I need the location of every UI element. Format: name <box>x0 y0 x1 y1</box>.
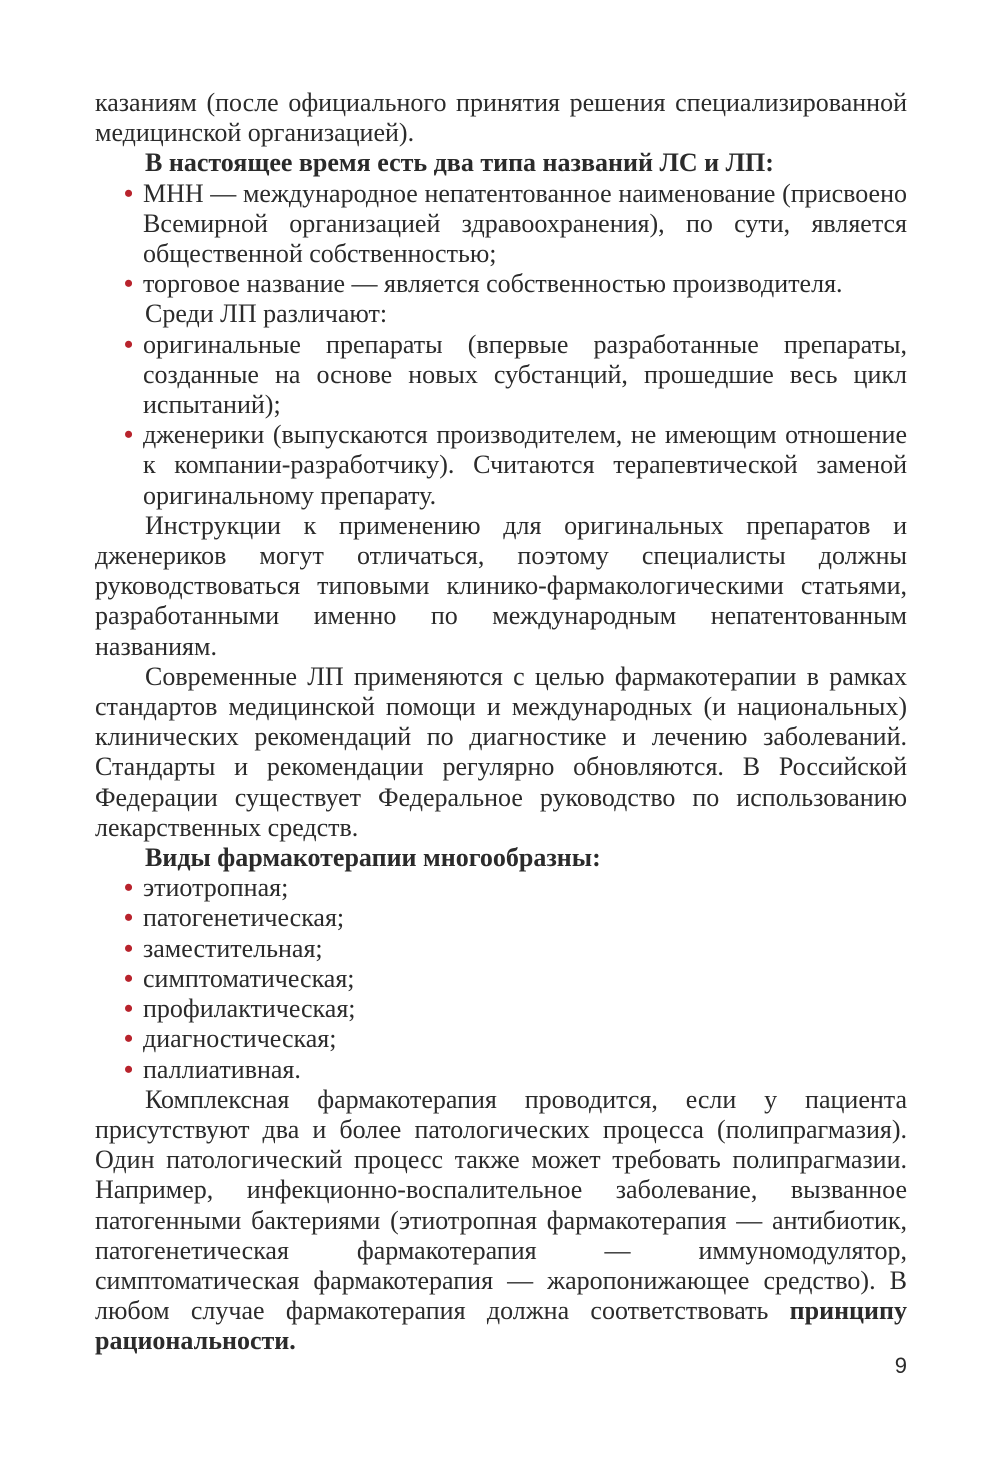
bullet-icon: • <box>124 963 134 993</box>
list-item <box>124 1024 907 1054</box>
intro-line-1: казаниям (после официального принятия решения специализированной <box>95 88 907 117</box>
bullet-icon: • <box>124 420 134 450</box>
list-item <box>124 994 907 1024</box>
document-page <box>95 88 907 1357</box>
instructions-paragraph: Инструкции к применению для оригинальных препаратов и дженериков могут отличаться, поэтому специалисты должны руководствоваться типовыми клинико-фармакологическими статьями, разработанными именно по международным непатентованным названиям. <box>95 510 907 661</box>
list-item <box>124 933 907 964</box>
bullet-icon: • <box>124 1024 134 1054</box>
pharmacotherapy-list <box>95 873 907 1084</box>
bullet-icon: • <box>124 994 134 1024</box>
list-item <box>124 269 907 299</box>
bullet-icon: • <box>124 269 134 299</box>
complex-paragraph-text: Комплексная фармакотерапия проводится, если у пациента присутствуют два и более патологических процесса (полипрагмазия). Один патологический процесс также может требовать полипрагмазии. Например, инфекционно-воспалительное заболевание, вызванное патогенными бактериями (этиотропная фармакотерапия — антибиотик, патогенетическая фармакотерапия — иммуномодулятор, симптоматическая фармакотерапия — жаропонижающее средство). В любом случае фармакотерапия должна соответствовать <box>95 1084 907 1326</box>
list-item-text: паллиативная. <box>143 1054 301 1084</box>
list-item <box>124 963 907 994</box>
bullet-icon: • <box>124 329 134 359</box>
list-item <box>124 1054 907 1085</box>
intro-line-2: медицинской организацией). <box>95 118 415 148</box>
complex-paragraph-bold-end: принципу рациональности. <box>95 1296 907 1356</box>
bullet-icon: • <box>124 933 134 963</box>
list-item <box>124 420 907 511</box>
list-item-text: диагностическая; <box>143 1024 337 1054</box>
list-item <box>124 903 907 933</box>
list-item-text: торговое название — является собственностью производителя. <box>143 269 843 299</box>
bullet-icon: • <box>124 178 134 208</box>
list-item <box>124 873 907 903</box>
list-item-text: дженерики (выпускаются производителем, не имеющим отношение к компании-разработчику). Считаются терапевтической заменой оригинальному препарату. <box>143 420 907 510</box>
complex-paragraph <box>95 1085 907 1357</box>
intro-paragraph <box>95 88 907 148</box>
bullet-icon: • <box>124 1054 134 1084</box>
types-list <box>95 330 907 511</box>
list-item-text: заместительная; <box>143 933 323 963</box>
pharmacotherapy-heading: Виды фармакотерапии многообразны: <box>145 843 601 873</box>
list-item-text: патогенетическая; <box>143 903 345 933</box>
list-item-text: оригинальные препараты (впервые разработанные препараты, созданные на основе новых субстанций, прошедшие весь цикл испытаний); <box>143 329 907 420</box>
names-section-heading: В настоящее время есть два типа названий ЛС и ЛП: <box>145 148 774 178</box>
bullet-icon: • <box>124 873 134 903</box>
bullet-icon: • <box>124 903 134 933</box>
names-list <box>95 179 907 300</box>
modern-paragraph: Современные ЛП применяются с целью фармакотерапии в рамках стандартов медицинской помощи и международных (и национальных) клинических рекомендаций по диагностике и лечению заболеваний. Стандарты и рекомендации регулярно обновляются. В Российской Федерации существует Федеральное руководство по использованию лекарственных средств. <box>95 661 907 842</box>
list-item-text: профилактическая; <box>143 994 356 1024</box>
list-item-text: этиотропная; <box>143 873 289 903</box>
list-item <box>124 178 907 270</box>
list-item-text: симптоматическая; <box>143 963 355 993</box>
list-item-text: МНН — международное непатентованное наименование (присвоено Всемирной организацией здравоохранения), по сути, является общественной собственностью; <box>143 178 907 269</box>
types-lead: Среди ЛП различают: <box>145 299 388 329</box>
list-item <box>124 329 907 421</box>
page-number: 9 <box>894 1353 907 1378</box>
